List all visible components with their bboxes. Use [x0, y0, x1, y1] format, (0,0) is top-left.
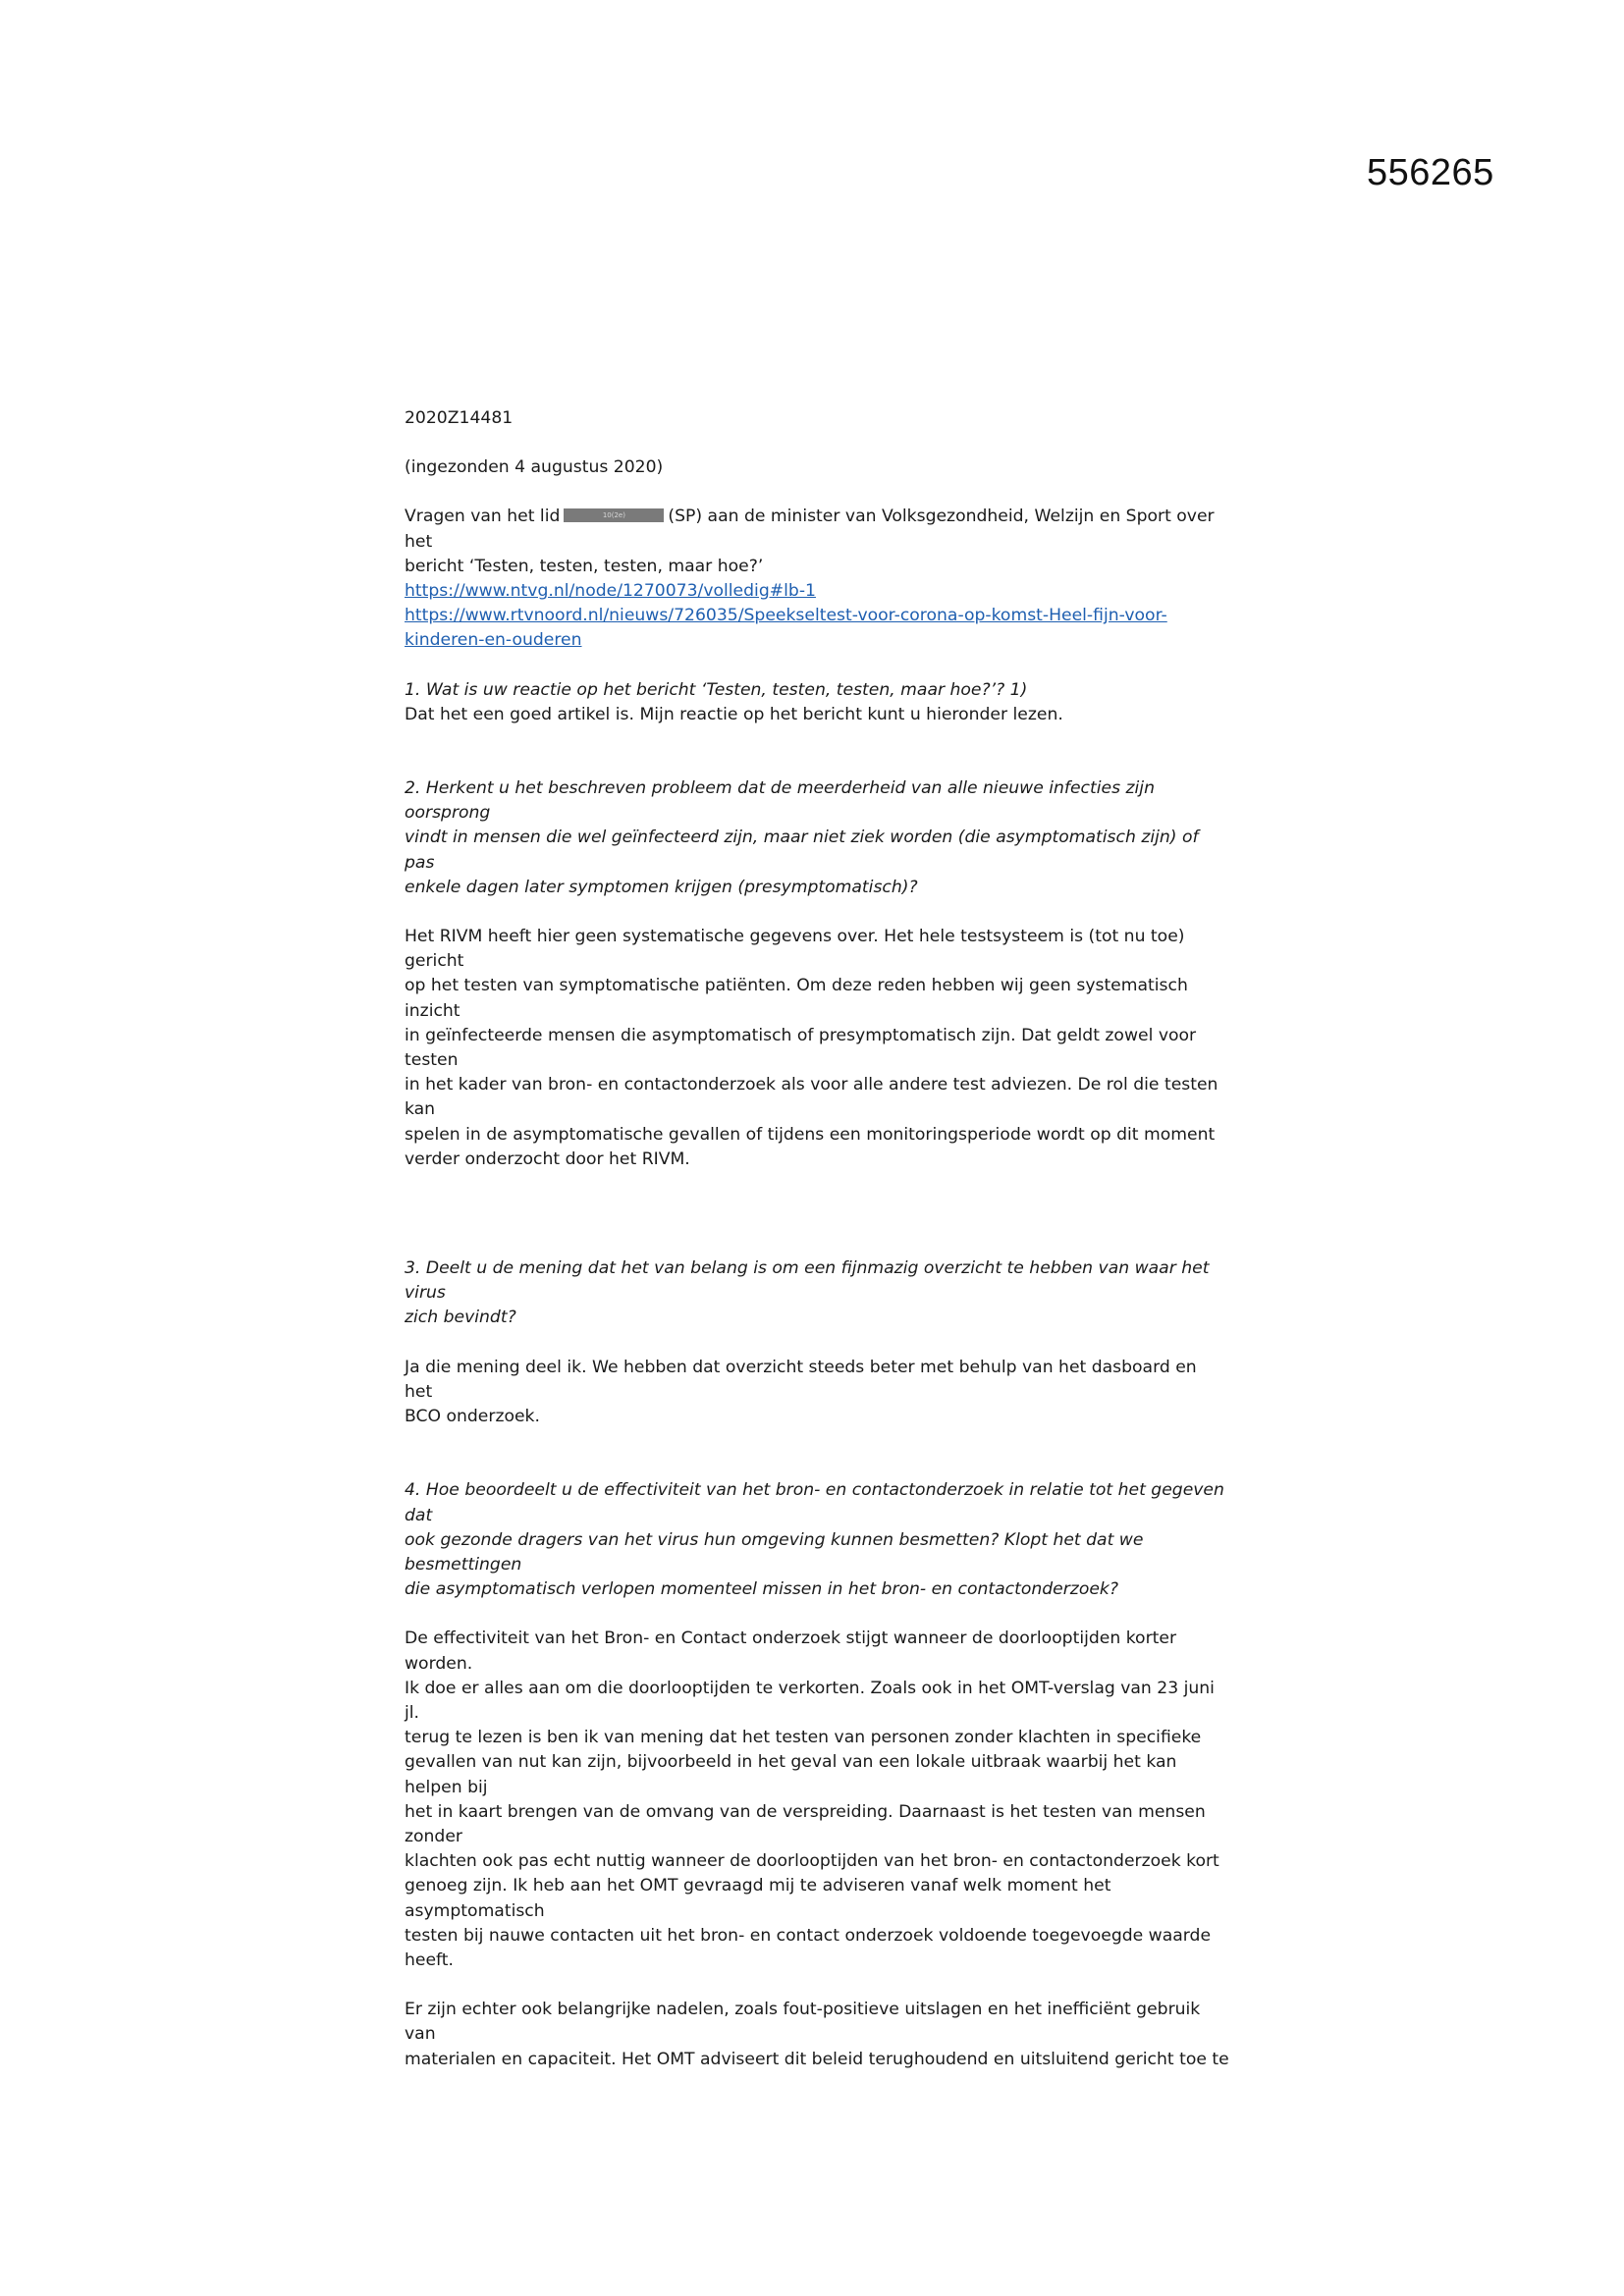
answer-4-line-2: Ik doe er alles aan om die doorlooptijden te verkorten. Zoals ook in het OMT-verslag van 23 juni jl.: [405, 1678, 1215, 1723]
answer-4-line-5: het in kaart brengen van de omvang van de verspreiding. Daarnaast is het testen van mensen zonder: [405, 1801, 1206, 1846]
question-4-line-1: 4. Hoe beoordeelt u de effectiviteit van het bron- en contactonderzoek in relatie tot het gegeven dat: [405, 1480, 1224, 1525]
reference-number: 2020Z14481: [405, 408, 514, 428]
intro-after: (SP) aan de minister van Volksgezondheid, Welzijn en Sport over het: [405, 507, 1215, 552]
intro-before: Vragen van het lid: [405, 507, 561, 527]
answer-4b-line-2: materialen en capaciteit. Het OMT adviseert dit beleid terughoudend en uitsluitend gericht toe te: [405, 2049, 1229, 2069]
rtvnoord-link[interactable]: https://www.rtvnoord.nl/nieuws/726035/Speekseltest-voor-corona-op-komst-Heel-fijn-voor-: [405, 606, 1167, 626]
answer-2-line-5: spelen in de asymptomatische gevallen of tijdens een monitoringsperiode wordt op dit moment: [405, 1124, 1216, 1145]
answer-4-line-3: terug te lezen is ben ik van mening dat het testen van personen zonder klachten in specifieke: [405, 1728, 1202, 1748]
submission-date: (ingezonden 4 augustus 2020): [405, 457, 664, 478]
answer-2-line-1: Het RIVM heeft hier geen systematische gegevens over. Het hele testsysteem is (tot nu toe) gericht: [405, 927, 1185, 972]
answer-1: Dat het een goed artikel is. Mijn reactie op het bericht kunt u hieronder lezen.: [405, 704, 1063, 724]
document-number: 556265: [1367, 152, 1494, 193]
question-2-line-2: vindt in mensen die wel geïnfecteerd zijn, maar niet ziek worden (die asymptomatisch zijn) of pas: [405, 828, 1199, 873]
answer-2-line-6: verder onderzocht door het RIVM.: [405, 1148, 690, 1169]
question-1: 1. Wat is uw reactie op het bericht ‘Testen, testen, testen, maar hoe?’? 1): [405, 679, 1028, 700]
redacted-name-block: [564, 508, 664, 522]
question-4-line-2: ook gezonde dragers van het virus hun omgeving kunnen besmetten? Klopt het dat we besmettingen: [405, 1529, 1144, 1575]
question-2-line-1: 2. Herkent u het beschreven probleem dat de meerderheid van alle nieuwe infecties zijn oorsprong: [405, 778, 1155, 824]
answer-3-line-1: Ja die mening deel ik. We hebben dat overzicht steeds beter met behulp van het dasboard en het: [405, 1357, 1197, 1402]
redaction-code: 10(2e): [602, 511, 625, 520]
answer-2-line-4: in het kader van bron- en contactonderzoek als voor alle andere test adviezen. De rol die testen kan: [405, 1075, 1218, 1120]
question-3-line-2: zich bevindt?: [405, 1308, 516, 1328]
answer-4-line-8: testen bij nauwe contacten uit het bron- en contact onderzoek voldoende toegevoegde waarde: [405, 1925, 1212, 1946]
answer-4-line-9: heeft.: [405, 1949, 454, 1970]
answer-2-line-3: in geïnfecteerde mensen die asymptomatisch of presymptomatisch zijn. Dat geldt zowel voor testen: [405, 1025, 1197, 1071]
intro-line-2: bericht ‘Testen, testen, testen, maar hoe?’: [405, 556, 764, 576]
answer-4-line-1: De effectiviteit van het Bron- en Contact onderzoek stijgt wanneer de doorlooptijden korter worden.: [405, 1629, 1177, 1674]
answer-4b-line-1: Er zijn echter ook belangrijke nadelen, zoals fout-positieve uitslagen en het inefficiënt gebruik van: [405, 2000, 1201, 2045]
document-body: [405, 406, 1229, 2072]
answer-4-line-7: genoeg zijn. Ik heb aan het OMT gevraagd mij te adviseren vanaf welk moment het asymptomatisch: [405, 1876, 1111, 1921]
rtvnoord-link-continued[interactable]: kinderen-en-ouderen: [405, 630, 582, 651]
answer-4-line-6: klachten ook pas echt nuttig wanneer de doorlooptijden van het bron- en contactonderzoek kort: [405, 1851, 1219, 1872]
question-2-line-3: enkele dagen later symptomen krijgen (presymptomatisch)?: [405, 877, 918, 897]
question-4-line-3: die asymptomatisch verlopen momenteel missen in het bron- en contactonderzoek?: [405, 1579, 1118, 1600]
answer-4-line-4: gevallen van nut kan zijn, bijvoorbeeld in het geval van een lokale uitbraak waarbij het kan helpen bij: [405, 1752, 1177, 1797]
question-3-line-1: 3. Deelt u de mening dat het van belang is om een fijnmazig overzicht te hebben van waar het virus: [405, 1258, 1210, 1304]
answer-2-line-2: op het testen van symptomatische patiënten. Om deze reden hebben wij geen systematisch inzicht: [405, 976, 1188, 1021]
answer-3-line-2: BCO onderzoek.: [405, 1407, 540, 1427]
ntvg-link[interactable]: https://www.ntvg.nl/node/1270073/volledig#lb-1: [405, 581, 816, 602]
intro-line-1: [405, 505, 1229, 554]
